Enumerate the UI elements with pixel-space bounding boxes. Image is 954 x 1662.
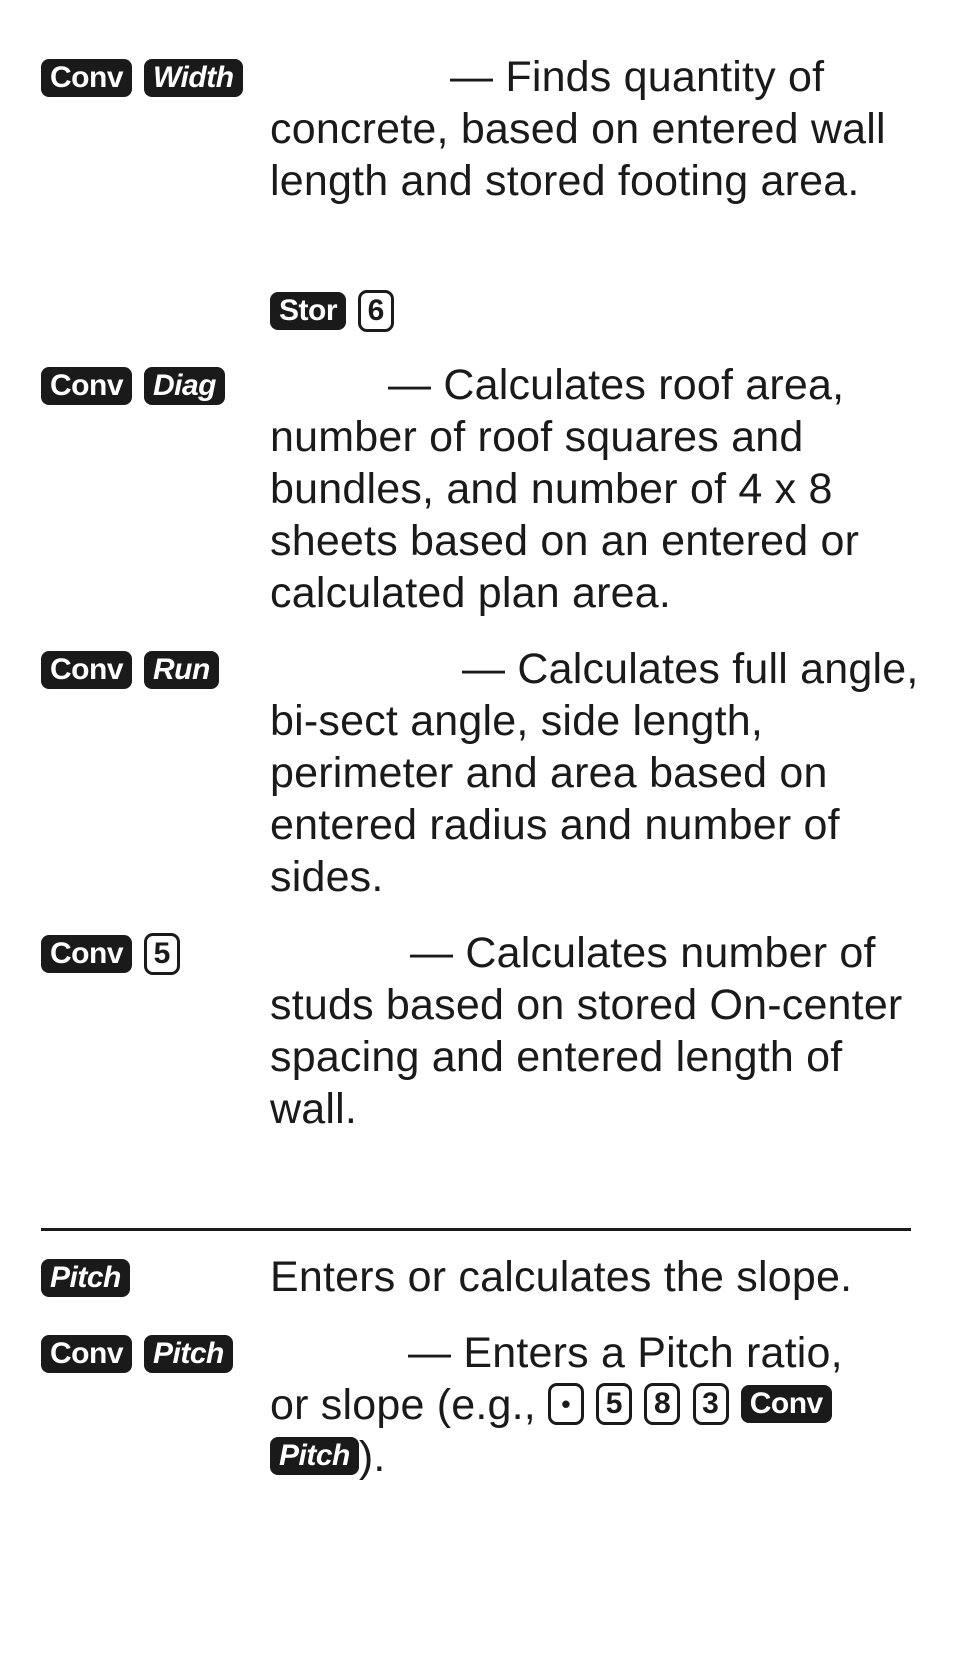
decimal-point-key: • [548,1383,584,1425]
entry-description: — Calculates number of studs based on stored On-center spacing and entered length of wall. [270,929,903,1133]
key-combo [41,366,225,406]
pitch-key: Pitch [144,1335,233,1373]
pitch-key: Pitch [270,1437,359,1475]
pitch-key: Pitch [41,1259,130,1297]
key-combo [41,650,219,690]
run-key: Run [144,651,219,689]
conv-key: Conv [41,935,132,973]
key-combo [41,934,180,974]
entry-description: — Calculates full angle, bi-sect angle, side length, perimeter and area based on entered radius and number of sides. [270,645,919,901]
eight-key: 8 [644,1383,680,1425]
key-combo [41,58,243,98]
entry-description: — Enters a Pitch ratio, or slope (e.g., • 5 8 3 Conv Pitch ). [270,1329,843,1481]
three-key: 3 [693,1383,729,1425]
conv-key: Conv [41,1335,132,1373]
entry-description: — Finds quantity of concrete, based on entered wall length and stored footing area. [270,53,886,205]
five-key: 5 [144,933,180,975]
six-key: 6 [358,290,394,332]
stored-key-combo [270,290,394,332]
section-divider [41,1228,911,1231]
key-combo [41,1258,130,1298]
diag-key: Diag [144,367,225,405]
conv-key: Conv [41,59,132,97]
entry-description: — Calculates roof area, number of roof squares and bundles, and number of 4 x 8 sheets based on an entered or calculated plan area. [270,361,860,617]
stor-key: Stor [270,292,346,330]
entry-description: Enters or calculates the slope. [270,1253,853,1301]
five-key: 5 [596,1383,632,1425]
conv-key: Conv [41,367,132,405]
conv-key: Conv [741,1385,832,1423]
conv-key: Conv [41,651,132,689]
key-combo [41,1334,233,1374]
width-key: Width [144,59,243,97]
